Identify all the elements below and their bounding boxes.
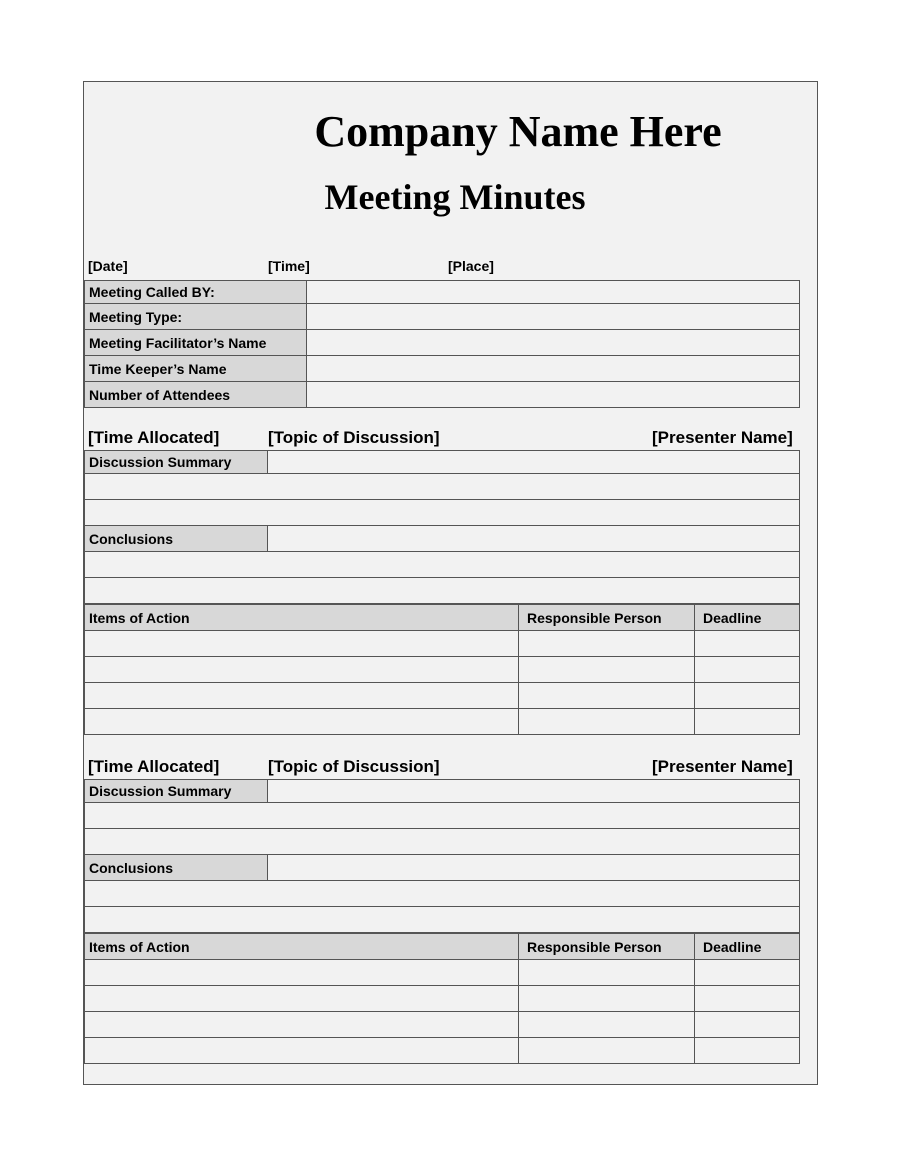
- topic-of-discussion-field[interactable]: [Topic of Discussion]: [268, 757, 440, 776]
- discussion-summary-label: Discussion Summary: [85, 780, 268, 803]
- items-of-action-header: Items of Action: [85, 605, 519, 631]
- place-field[interactable]: [Place]: [448, 258, 494, 274]
- deadline-cell[interactable]: [695, 709, 800, 735]
- responsible-person-cell[interactable]: [519, 631, 695, 657]
- conclusions-label: Conclusions: [85, 526, 268, 552]
- action-item-cell[interactable]: [85, 1038, 519, 1064]
- discussion-summary-label: Discussion Summary: [85, 451, 268, 474]
- facilitator-name-field[interactable]: [307, 330, 800, 356]
- time-allocated-field[interactable]: [Time Allocated]: [88, 428, 220, 447]
- action-item-cell[interactable]: [85, 986, 519, 1012]
- discussion-summary-field[interactable]: [268, 451, 800, 474]
- responsible-person-cell[interactable]: [519, 683, 695, 709]
- company-name[interactable]: Company Name Here: [314, 107, 722, 156]
- deadline-cell[interactable]: [695, 960, 800, 986]
- topic-of-discussion-field[interactable]: [Topic of Discussion]: [268, 428, 440, 447]
- bottom-divider: [84, 1063, 800, 1064]
- action-items-table: [84, 933, 800, 1064]
- deadline-cell[interactable]: [695, 631, 800, 657]
- time-keeper-name-label: Time Keeper’s Name: [85, 356, 307, 382]
- conclusions-label: Conclusions: [85, 855, 268, 881]
- deadline-header: Deadline: [695, 605, 800, 631]
- discussion-table: [84, 779, 800, 933]
- deadline-cell[interactable]: [695, 986, 800, 1012]
- responsible-person-cell[interactable]: [519, 1012, 695, 1038]
- date-field[interactable]: [Date]: [88, 258, 128, 274]
- action-item-cell[interactable]: [85, 1012, 519, 1038]
- responsible-person-cell[interactable]: [519, 709, 695, 735]
- discussion-summary-field[interactable]: [268, 780, 800, 803]
- time-field[interactable]: [Time]: [268, 258, 310, 274]
- action-item-cell[interactable]: [85, 657, 519, 683]
- action-item-cell[interactable]: [85, 631, 519, 657]
- discussion-table: [84, 450, 800, 604]
- meeting-called-by-field[interactable]: [307, 281, 800, 304]
- number-of-attendees-field[interactable]: [307, 382, 800, 408]
- deadline-cell[interactable]: [695, 683, 800, 709]
- facilitator-name-label: Meeting Facilitator’s Name: [85, 330, 307, 356]
- number-of-attendees-label: Number of Attendees: [85, 382, 307, 408]
- time-allocated-field[interactable]: [Time Allocated]: [88, 757, 220, 776]
- conclusions-field[interactable]: [268, 526, 800, 552]
- responsible-person-cell[interactable]: [519, 986, 695, 1012]
- conclusions-line[interactable]: [85, 907, 800, 933]
- action-item-cell[interactable]: [85, 683, 519, 709]
- responsible-person-header: Responsible Person: [519, 934, 695, 960]
- document-title: Meeting Minutes: [324, 177, 586, 217]
- responsible-person-header: Responsible Person: [519, 605, 695, 631]
- discussion-summary-line[interactable]: [85, 803, 800, 829]
- deadline-cell[interactable]: [695, 1038, 800, 1064]
- action-item-cell[interactable]: [85, 709, 519, 735]
- conclusions-line[interactable]: [85, 552, 800, 578]
- meeting-info-table: [84, 280, 800, 408]
- action-item-cell[interactable]: [85, 960, 519, 986]
- presenter-name-field[interactable]: [Presenter Name]: [652, 428, 793, 447]
- conclusions-line[interactable]: [85, 881, 800, 907]
- time-keeper-name-field[interactable]: [307, 356, 800, 382]
- responsible-person-cell[interactable]: [519, 1038, 695, 1064]
- deadline-cell[interactable]: [695, 1012, 800, 1038]
- discussion-summary-line[interactable]: [85, 829, 800, 855]
- meeting-called-by-label: Meeting Called BY:: [85, 281, 307, 304]
- deadline-cell[interactable]: [695, 657, 800, 683]
- deadline-header: Deadline: [695, 934, 800, 960]
- conclusions-line[interactable]: [85, 578, 800, 604]
- meeting-type-label: Meeting Type:: [85, 304, 307, 330]
- action-items-table: [84, 604, 800, 735]
- discussion-summary-line[interactable]: [85, 500, 800, 526]
- presenter-name-field[interactable]: [Presenter Name]: [652, 757, 793, 776]
- discussion-summary-line[interactable]: [85, 474, 800, 500]
- items-of-action-header: Items of Action: [85, 934, 519, 960]
- responsible-person-cell[interactable]: [519, 960, 695, 986]
- conclusions-field[interactable]: [268, 855, 800, 881]
- meeting-type-field[interactable]: [307, 304, 800, 330]
- responsible-person-cell[interactable]: [519, 657, 695, 683]
